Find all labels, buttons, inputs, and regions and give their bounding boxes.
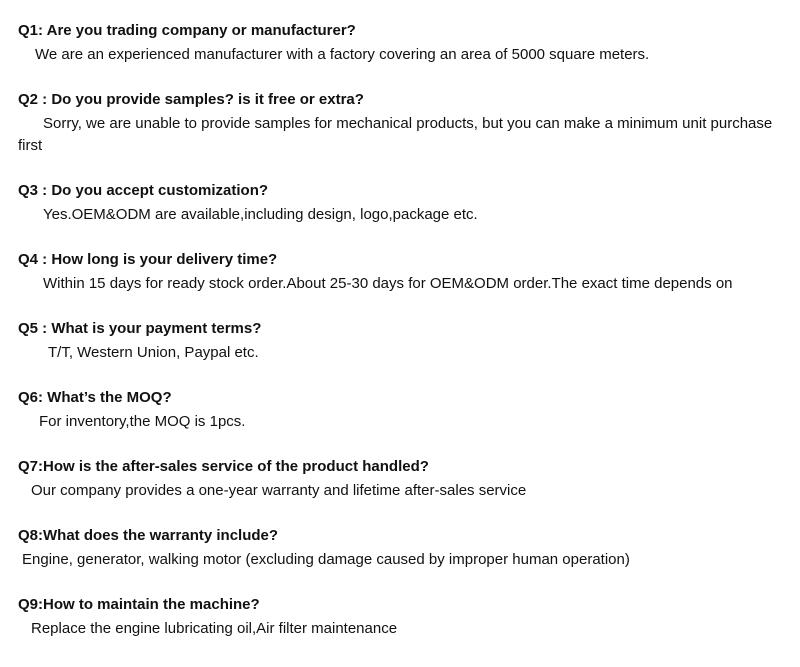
faq-answer-3: Yes.OEM&ODM are available,including design, logo,package etc. [43, 206, 478, 223]
faq-answer-7: Our company provides a one-year warranty and lifetime after-sales service [31, 482, 527, 499]
faq-question-3: Q3 : Do you accept customization? [18, 182, 269, 199]
faq-question-1: Q1: Are you trading company or manufacturer? [18, 22, 356, 39]
faq-question-2: Q2 : Do you provide samples? is it free or extra? [18, 91, 364, 108]
faq-answer-8: Engine, generator, walking motor (excluding damage caused by improper human operation) [22, 551, 630, 568]
faq-answer-1: We are an experienced manufacturer with a factory covering an area of 5000 square meters. [35, 46, 650, 63]
faq-question-5: Q5 : What is your payment terms? [18, 320, 262, 337]
faq-question-4: Q4 : How long is your delivery time? [18, 251, 278, 268]
faq-answer-9: Replace the engine lubricating oil,Air filter maintenance [31, 620, 398, 637]
faq-answer-4: Within 15 days for ready stock order.About 25-30 days for OEM&ODM order.The exact time depends on [43, 275, 733, 292]
faq-question-9: Q9:How to maintain the machine? [18, 596, 260, 613]
faq-answer-5: T/T, Western Union, Paypal etc. [48, 344, 259, 361]
faq-answer-6: For inventory,the MOQ is 1pcs. [39, 413, 246, 430]
faq-question-7: Q7:How is the after-sales service of the product handled? [18, 458, 429, 475]
faq-question-8: Q8:What does the warranty include? [18, 527, 279, 544]
faq-question-6: Q6: What’s the MOQ? [18, 389, 172, 406]
faq-answer-2: Sorry, we are unable to provide samples for mechanical products, but you can make a minimum unit purchase first [18, 115, 773, 154]
